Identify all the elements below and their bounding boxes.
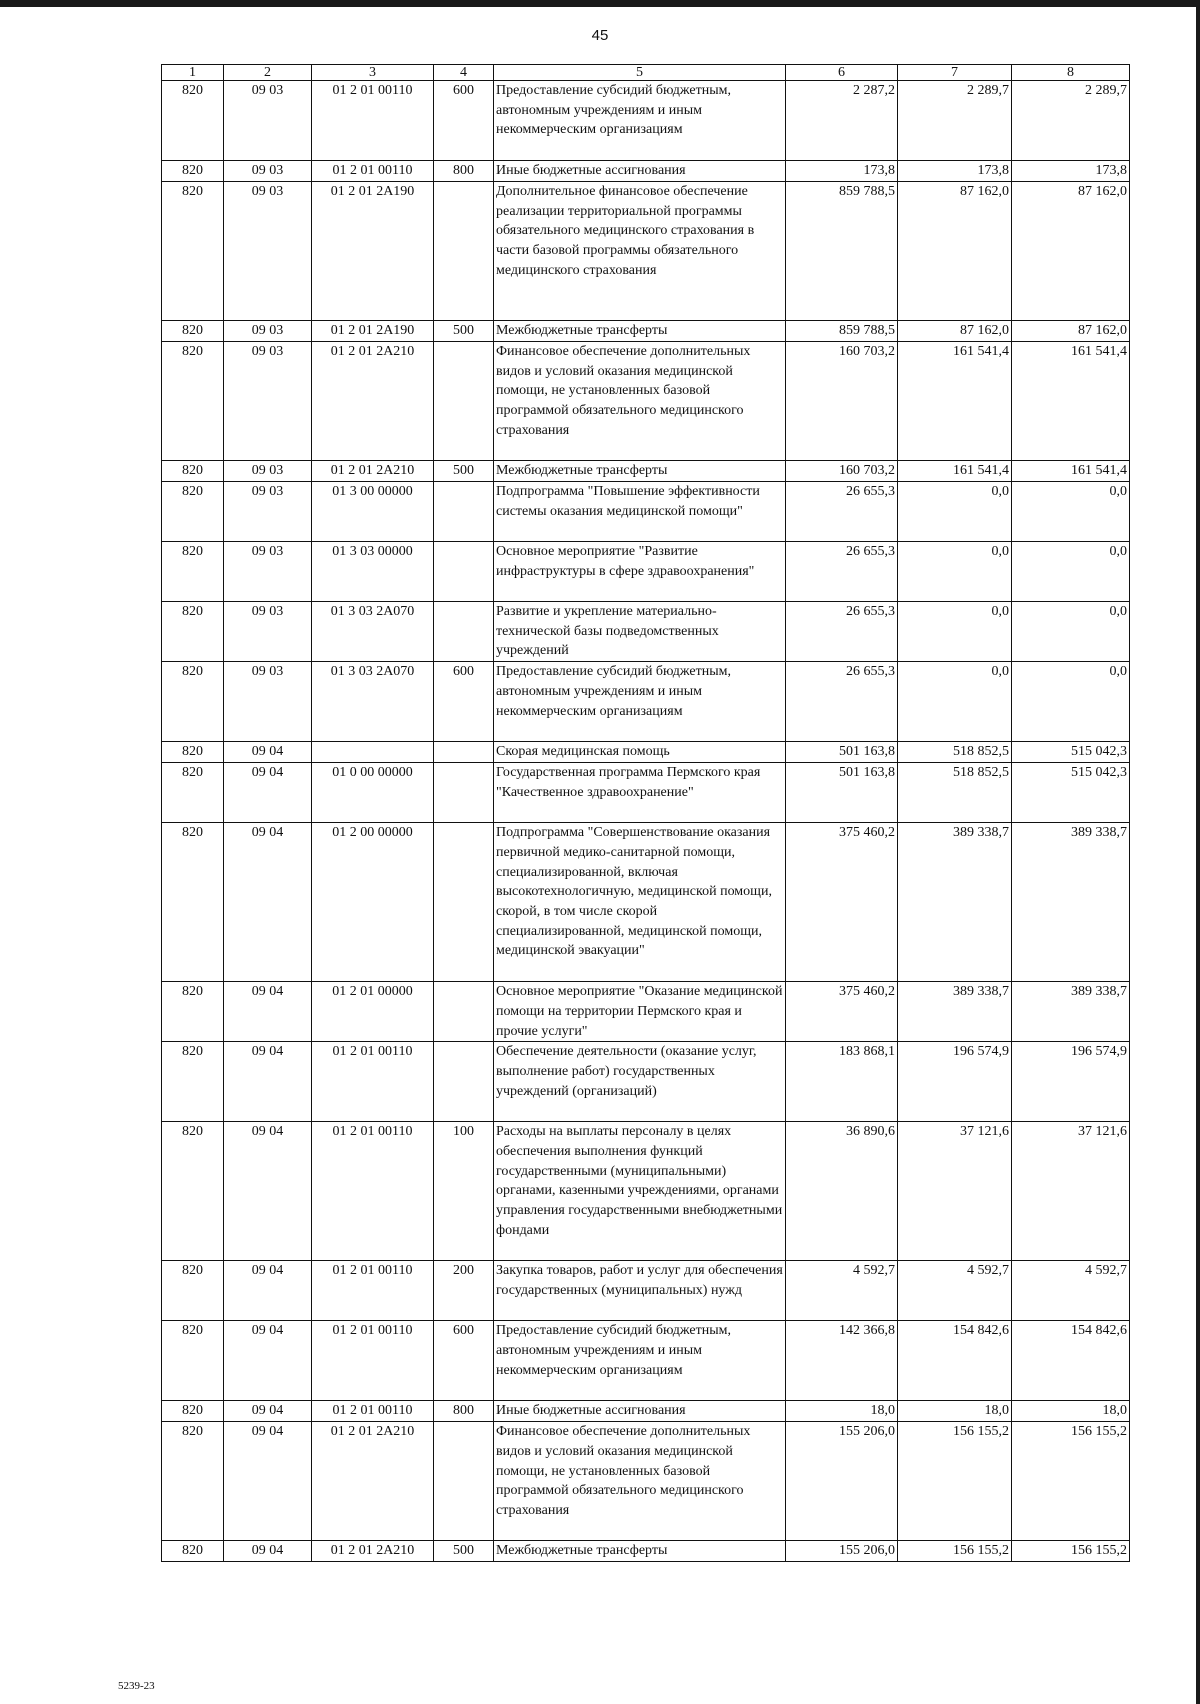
table-cell-col3: 01 3 03 2А070 (312, 602, 434, 662)
table-cell-col2: 09 04 (224, 1541, 312, 1562)
table-cell-col8: 515 042,3 (1012, 742, 1130, 763)
table-row (162, 982, 1130, 1042)
table-cell-col4 (434, 742, 494, 763)
header-col-3: 3 (312, 65, 434, 81)
table-cell-col5: Развитие и укрепление материально-технической базы подведомственных учреждений (494, 602, 786, 662)
table-cell-col1: 820 (162, 321, 224, 342)
table-cell-col7: 161 541,4 (898, 342, 1012, 461)
table-cell-col6: 859 788,5 (786, 182, 898, 321)
table-cell-col6: 501 163,8 (786, 742, 898, 763)
scan-top-edge (0, 0, 1200, 7)
table-cell-col3: 01 2 01 00000 (312, 982, 434, 1042)
header-row (162, 65, 1130, 81)
header-col-8: 8 (1012, 65, 1130, 81)
table-cell-col7: 0,0 (898, 662, 1012, 742)
table-cell-col4: 200 (434, 1261, 494, 1321)
table-cell-col2: 09 04 (224, 1422, 312, 1541)
table-cell-col3: 01 2 01 00110 (312, 1321, 434, 1401)
header-col-5: 5 (494, 65, 786, 81)
table-row (162, 461, 1130, 482)
table-cell-col8: 173,8 (1012, 161, 1130, 182)
table-cell-col1: 820 (162, 161, 224, 182)
table-cell-col1: 820 (162, 482, 224, 542)
table-cell-col2: 09 04 (224, 1122, 312, 1261)
table-cell-col8: 389 338,7 (1012, 823, 1130, 982)
table-row (162, 542, 1130, 602)
table-cell-col6: 375 460,2 (786, 982, 898, 1042)
page-number: 45 (591, 27, 609, 44)
table-cell-col6: 36 890,6 (786, 1122, 898, 1261)
table-cell-col1: 820 (162, 542, 224, 602)
table-cell-col4: 800 (434, 161, 494, 182)
table-cell-col1: 820 (162, 1122, 224, 1261)
table-row (162, 742, 1130, 763)
table-cell-col7: 173,8 (898, 161, 1012, 182)
table-cell-col8: 161 541,4 (1012, 461, 1130, 482)
table-cell-col8: 515 042,3 (1012, 763, 1130, 823)
table-cell-col3 (312, 742, 434, 763)
table-cell-col4 (434, 182, 494, 321)
table-row (162, 81, 1130, 161)
table-cell-col1: 820 (162, 763, 224, 823)
table-cell-col3: 01 2 01 2А210 (312, 461, 434, 482)
table-cell-col5: Предоставление субсидий бюджетным, автономным учреждениям и иным некоммерческим организациям (494, 1321, 786, 1401)
table-cell-col4 (434, 542, 494, 602)
table-cell-col8: 156 155,2 (1012, 1422, 1130, 1541)
table-cell-col4 (434, 342, 494, 461)
table-cell-col2: 09 03 (224, 461, 312, 482)
table-cell-col1: 820 (162, 1422, 224, 1541)
table-cell-col5: Основное мероприятие "Оказание медицинской помощи на территории Пермского края и прочие услуги" (494, 982, 786, 1042)
table-cell-col7: 389 338,7 (898, 982, 1012, 1042)
table-cell-col8: 18,0 (1012, 1401, 1130, 1422)
table-cell-col2: 09 03 (224, 602, 312, 662)
table-cell-col1: 820 (162, 742, 224, 763)
table-cell-col5: Межбюджетные трансферты (494, 461, 786, 482)
table-cell-col6: 26 655,3 (786, 662, 898, 742)
table-cell-col4: 600 (434, 662, 494, 742)
table-cell-col7: 154 842,6 (898, 1321, 1012, 1401)
table-cell-col5: Предоставление субсидий бюджетным, автономным учреждениям и иным некоммерческим организациям (494, 662, 786, 742)
table-cell-col3: 01 2 01 2А210 (312, 1422, 434, 1541)
table-cell-col6: 183 868,1 (786, 1042, 898, 1122)
table-cell-col2: 09 03 (224, 542, 312, 602)
table-cell-col6: 26 655,3 (786, 602, 898, 662)
table-cell-col4 (434, 982, 494, 1042)
table-cell-col5: Подпрограмма "Повышение эффективности системы оказания медицинской помощи" (494, 482, 786, 542)
table-cell-col1: 820 (162, 182, 224, 321)
table-cell-col4: 600 (434, 1321, 494, 1401)
table-cell-col6: 26 655,3 (786, 482, 898, 542)
scan-right-edge (1196, 0, 1200, 1704)
table-cell-col6: 160 703,2 (786, 461, 898, 482)
table-cell-col3: 01 2 01 00110 (312, 81, 434, 161)
header-col-2: 2 (224, 65, 312, 81)
table-cell-col3: 01 3 03 00000 (312, 542, 434, 602)
table-cell-col5: Закупка товаров, работ и услуг для обеспечения государственных (муниципальных) нужд (494, 1261, 786, 1321)
table-row (162, 482, 1130, 542)
table-cell-col2: 09 04 (224, 763, 312, 823)
table-row (162, 1042, 1130, 1122)
table-cell-col3: 01 3 00 00000 (312, 482, 434, 542)
table-cell-col3: 01 2 01 00110 (312, 1401, 434, 1422)
budget-table (161, 64, 1130, 1562)
table-cell-col3: 01 2 00 00000 (312, 823, 434, 982)
table-cell-col7: 156 155,2 (898, 1541, 1012, 1562)
table-cell-col4 (434, 1422, 494, 1541)
table-cell-col5: Скорая медицинская помощь (494, 742, 786, 763)
table-cell-col1: 820 (162, 1541, 224, 1562)
table-cell-col8: 0,0 (1012, 482, 1130, 542)
table-cell-col7: 87 162,0 (898, 182, 1012, 321)
table-cell-col1: 820 (162, 662, 224, 742)
table-cell-col6: 26 655,3 (786, 542, 898, 602)
table-cell-col5: Предоставление субсидий бюджетным, автономным учреждениям и иным некоммерческим организациям (494, 81, 786, 161)
table-row (162, 1401, 1130, 1422)
table-cell-col5: Дополнительное финансовое обеспечение реализации территориальной программы обязательного медицинского страхования в части базовой программы обязательного медицинского страхования (494, 182, 786, 321)
table-row (162, 763, 1130, 823)
table-cell-col6: 859 788,5 (786, 321, 898, 342)
table-row (162, 823, 1130, 982)
table-cell-col1: 820 (162, 982, 224, 1042)
table-cell-col8: 154 842,6 (1012, 1321, 1130, 1401)
table-row (162, 1261, 1130, 1321)
table-cell-col8: 87 162,0 (1012, 182, 1130, 321)
table-cell-col3: 01 2 01 2А190 (312, 182, 434, 321)
table-cell-col6: 142 366,8 (786, 1321, 898, 1401)
table-cell-col2: 09 04 (224, 982, 312, 1042)
table-cell-col4 (434, 602, 494, 662)
table-cell-col1: 820 (162, 602, 224, 662)
table-row (162, 321, 1130, 342)
table-cell-col2: 09 03 (224, 81, 312, 161)
table-row (162, 1321, 1130, 1401)
table-cell-col8: 156 155,2 (1012, 1541, 1130, 1562)
table-cell-col2: 09 04 (224, 1042, 312, 1122)
table-cell-col8: 0,0 (1012, 542, 1130, 602)
table-cell-col4 (434, 823, 494, 982)
table-cell-col5: Иные бюджетные ассигнования (494, 1401, 786, 1422)
table-cell-col7: 518 852,5 (898, 763, 1012, 823)
table-cell-col6: 173,8 (786, 161, 898, 182)
table-cell-col1: 820 (162, 81, 224, 161)
table-cell-col1: 820 (162, 1401, 224, 1422)
table-cell-col2: 09 04 (224, 742, 312, 763)
table-cell-col6: 375 460,2 (786, 823, 898, 982)
table-cell-col1: 820 (162, 823, 224, 982)
table-cell-col2: 09 03 (224, 161, 312, 182)
footer-document-code: 5239-23 (118, 1680, 155, 1692)
table-cell-col4: 800 (434, 1401, 494, 1422)
table-cell-col4: 500 (434, 321, 494, 342)
table-cell-col7: 37 121,6 (898, 1122, 1012, 1261)
table-cell-col7: 161 541,4 (898, 461, 1012, 482)
table-cell-col8: 87 162,0 (1012, 321, 1130, 342)
table-cell-col6: 18,0 (786, 1401, 898, 1422)
table-cell-col7: 518 852,5 (898, 742, 1012, 763)
table-cell-col4: 500 (434, 1541, 494, 1562)
table-row (162, 662, 1130, 742)
table-cell-col2: 09 03 (224, 321, 312, 342)
table-row (162, 342, 1130, 461)
table-cell-col2: 09 04 (224, 1401, 312, 1422)
table-cell-col7: 87 162,0 (898, 321, 1012, 342)
table-cell-col6: 2 287,2 (786, 81, 898, 161)
table-cell-col4 (434, 482, 494, 542)
table-cell-col3: 01 3 03 2А070 (312, 662, 434, 742)
table-cell-col8: 4 592,7 (1012, 1261, 1130, 1321)
table-cell-col6: 4 592,7 (786, 1261, 898, 1321)
table-cell-col8: 37 121,6 (1012, 1122, 1130, 1261)
table-cell-col8: 2 289,7 (1012, 81, 1130, 161)
table-cell-col8: 0,0 (1012, 602, 1130, 662)
table-cell-col7: 156 155,2 (898, 1422, 1012, 1541)
table-row (162, 182, 1130, 321)
header-col-7: 7 (898, 65, 1012, 81)
table-cell-col8: 196 574,9 (1012, 1042, 1130, 1122)
table-cell-col2: 09 03 (224, 182, 312, 321)
table-cell-col5: Подпрограмма "Совершенствование оказания первичной медико-санитарной помощи, специализированной, включая высокотехнологичную, медицинской помощи, скорой, в том числе скорой специализированной, медицинской помощи, медицинской эвакуации" (494, 823, 786, 982)
table-cell-col5: Финансовое обеспечение дополнительных видов и условий оказания медицинской помощи, не установленных базовой программой обязательного медицинского страхования (494, 342, 786, 461)
table-cell-col7: 0,0 (898, 482, 1012, 542)
table-cell-col2: 09 03 (224, 342, 312, 461)
table-cell-col7: 0,0 (898, 542, 1012, 602)
table-cell-col6: 155 206,0 (786, 1541, 898, 1562)
table-cell-col8: 389 338,7 (1012, 982, 1130, 1042)
table-cell-col4: 500 (434, 461, 494, 482)
table-cell-col8: 0,0 (1012, 662, 1130, 742)
table-cell-col5: Обеспечение деятельности (оказание услуг, выполнение работ) государственных учреждений (организаций) (494, 1042, 786, 1122)
table-cell-col7: 0,0 (898, 602, 1012, 662)
header-col-4: 4 (434, 65, 494, 81)
table-cell-col1: 820 (162, 1321, 224, 1401)
table-cell-col3: 01 2 01 2А210 (312, 342, 434, 461)
table-cell-col3: 01 2 01 00110 (312, 1042, 434, 1122)
table-cell-col3: 01 2 01 00110 (312, 161, 434, 182)
table-cell-col2: 09 04 (224, 1321, 312, 1401)
table-cell-col7: 2 289,7 (898, 81, 1012, 161)
table-cell-col6: 501 163,8 (786, 763, 898, 823)
table-cell-col3: 01 2 01 2А190 (312, 321, 434, 342)
table-cell-col3: 01 0 00 00000 (312, 763, 434, 823)
table-cell-col4: 600 (434, 81, 494, 161)
table-cell-col5: Финансовое обеспечение дополнительных видов и условий оказания медицинской помощи, не установленных базовой программой обязательного медицинского страхования (494, 1422, 786, 1541)
table-cell-col3: 01 2 01 2А210 (312, 1541, 434, 1562)
table-body (162, 81, 1130, 1562)
table-cell-col4: 100 (434, 1122, 494, 1261)
table-cell-col1: 820 (162, 461, 224, 482)
table-cell-col5: Основное мероприятие "Развитие инфраструктуры в сфере здравоохранения" (494, 542, 786, 602)
table-cell-col5: Межбюджетные трансферты (494, 321, 786, 342)
table-cell-col7: 196 574,9 (898, 1042, 1012, 1122)
header-col-1: 1 (162, 65, 224, 81)
table-row (162, 1541, 1130, 1562)
table-cell-col1: 820 (162, 342, 224, 461)
table-cell-col4 (434, 763, 494, 823)
table-cell-col7: 389 338,7 (898, 823, 1012, 982)
table-cell-col7: 4 592,7 (898, 1261, 1012, 1321)
table-cell-col6: 155 206,0 (786, 1422, 898, 1541)
table-cell-col3: 01 2 01 00110 (312, 1261, 434, 1321)
table-cell-col2: 09 03 (224, 482, 312, 542)
table-cell-col5: Межбюджетные трансферты (494, 1541, 786, 1562)
table-cell-col5: Иные бюджетные ассигнования (494, 161, 786, 182)
table-row (162, 161, 1130, 182)
table-cell-col1: 820 (162, 1042, 224, 1122)
table-row (162, 602, 1130, 662)
header-col-6: 6 (786, 65, 898, 81)
table-cell-col2: 09 03 (224, 662, 312, 742)
table-cell-col5: Государственная программа Пермского края "Качественное здравоохранение" (494, 763, 786, 823)
table-cell-col2: 09 04 (224, 1261, 312, 1321)
table-cell-col6: 160 703,2 (786, 342, 898, 461)
table-cell-col8: 161 541,4 (1012, 342, 1130, 461)
table-cell-col1: 820 (162, 1261, 224, 1321)
table-row (162, 1122, 1130, 1261)
table-cell-col4 (434, 1042, 494, 1122)
table-row (162, 1422, 1130, 1541)
table-cell-col3: 01 2 01 00110 (312, 1122, 434, 1261)
table-cell-col5: Расходы на выплаты персоналу в целях обеспечения выполнения функций государственными (муниципальными) органами, казенными учреждениями, органами управления государственными внебюджетными фондами (494, 1122, 786, 1261)
table-cell-col2: 09 04 (224, 823, 312, 982)
table-cell-col7: 18,0 (898, 1401, 1012, 1422)
